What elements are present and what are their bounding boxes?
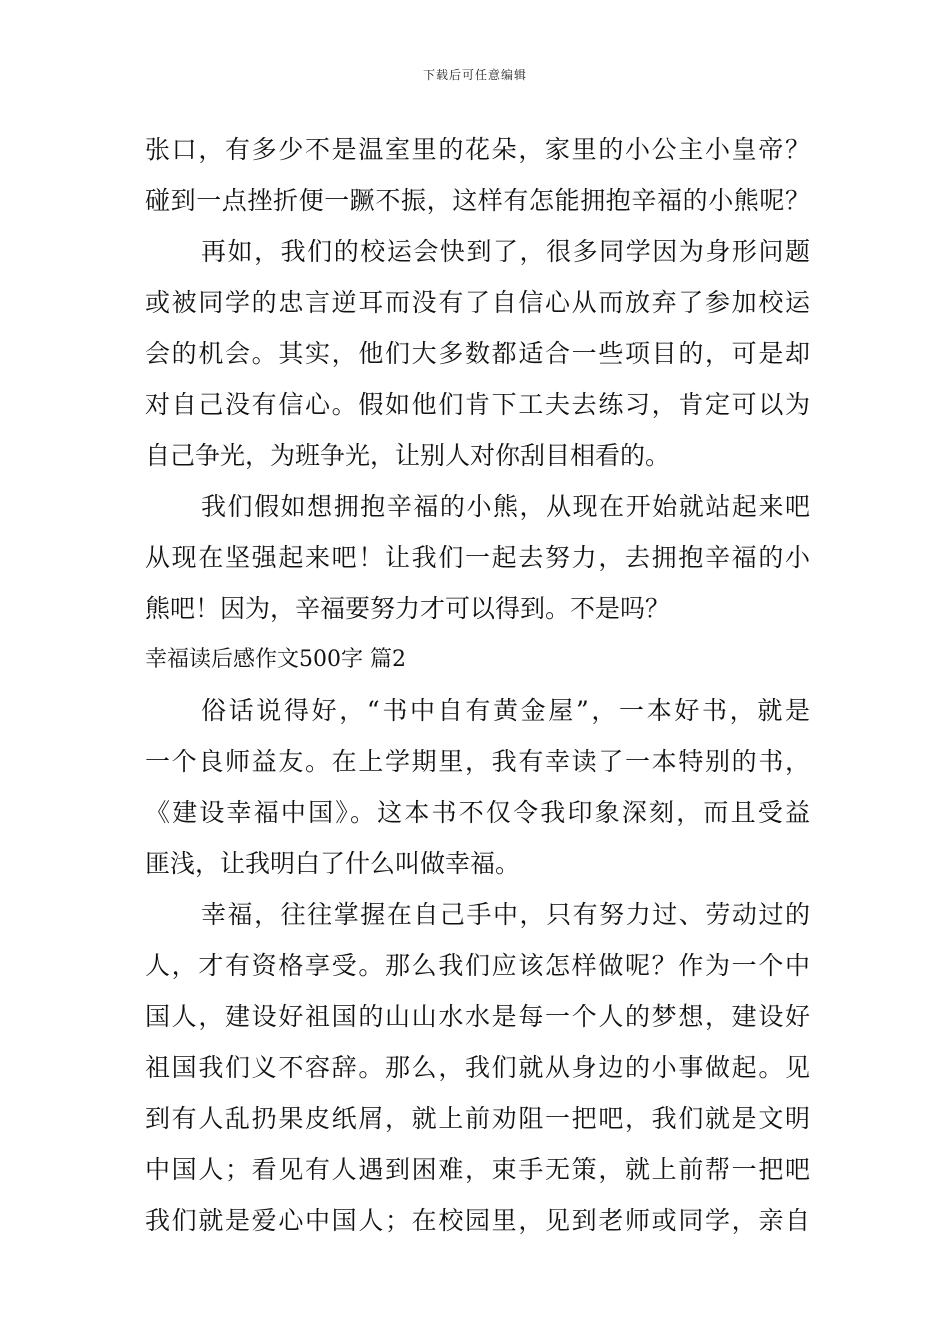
text-line: 对自己没有信心。假如他们肯下工夫去练习，肯定可以为 [145,390,810,419]
text-line: 俗话说得好，“书中自有黄金屋”，一本好书，就是 [201,696,810,725]
text-line: 自己争光，为班争光，让别人对你刮目相看的。 [145,441,671,470]
text-line: 或被同学的忠言逆耳而没有了自信心从而放弃了参加校运 [145,288,810,317]
text-line: 匪浅，让我明白了什么叫做幸福。 [145,849,521,878]
text-line: 中国人；看见有人遇到困难，束手无策，就上前帮一把吧 [145,1155,810,1184]
text-line: 《建设幸福中国》。这本书不仅令我印象深刻，而且受益 [145,798,810,827]
text-line: 到有人乱扔果皮纸屑，就上前劝阻一把吧，我们就是文明 [145,1104,810,1133]
header-note: 下载后可任意编辑 [422,68,527,82]
text-line: 会的机会。其实，他们大多数都适合一些项目的，可是却 [145,339,810,368]
text-line: 人，才有资格享受。那么我们应该怎样做呢？作为一个中 [145,951,810,980]
section-heading: 幸福读后感作文500字 篇2 [145,647,406,672]
text-line: 我们就是爱心中国人；在校园里，见到老师或同学，亲自 [145,1206,810,1235]
text-line: 碰到一点挫折便一蹶不振，这样有怎能拥抱辛福的小熊呢？ [145,186,810,215]
text-line: 一个良师益友。在上学期里，我有幸读了一本特别的书， [145,747,810,776]
text-line: 国人，建设好祖国的山山水水是每一个人的梦想，建设好 [145,1002,810,1031]
text-line: 张口，有多少不是温室里的花朵，家里的小公主小皇帝？ [145,135,810,164]
text-line: 熊吧！因为，辛福要努力才可以得到。不是吗？ [145,594,671,623]
text-line: 幸福，往往掌握在自己手中，只有努力过、劳动过的 [201,900,810,929]
document-body [145,124,810,1246]
text-line: 再如，我们的校运会快到了，很多同学因为身形问题 [201,237,810,266]
text-line: 从现在坚强起来吧！让我们一起去努力，去拥抱辛福的小 [145,543,810,572]
text-line: 祖国我们义不容辞。那么，我们就从身边的小事做起。见 [145,1053,810,1082]
text-line: 我们假如想拥抱辛福的小熊，从现在开始就站起来吧 [201,492,810,521]
